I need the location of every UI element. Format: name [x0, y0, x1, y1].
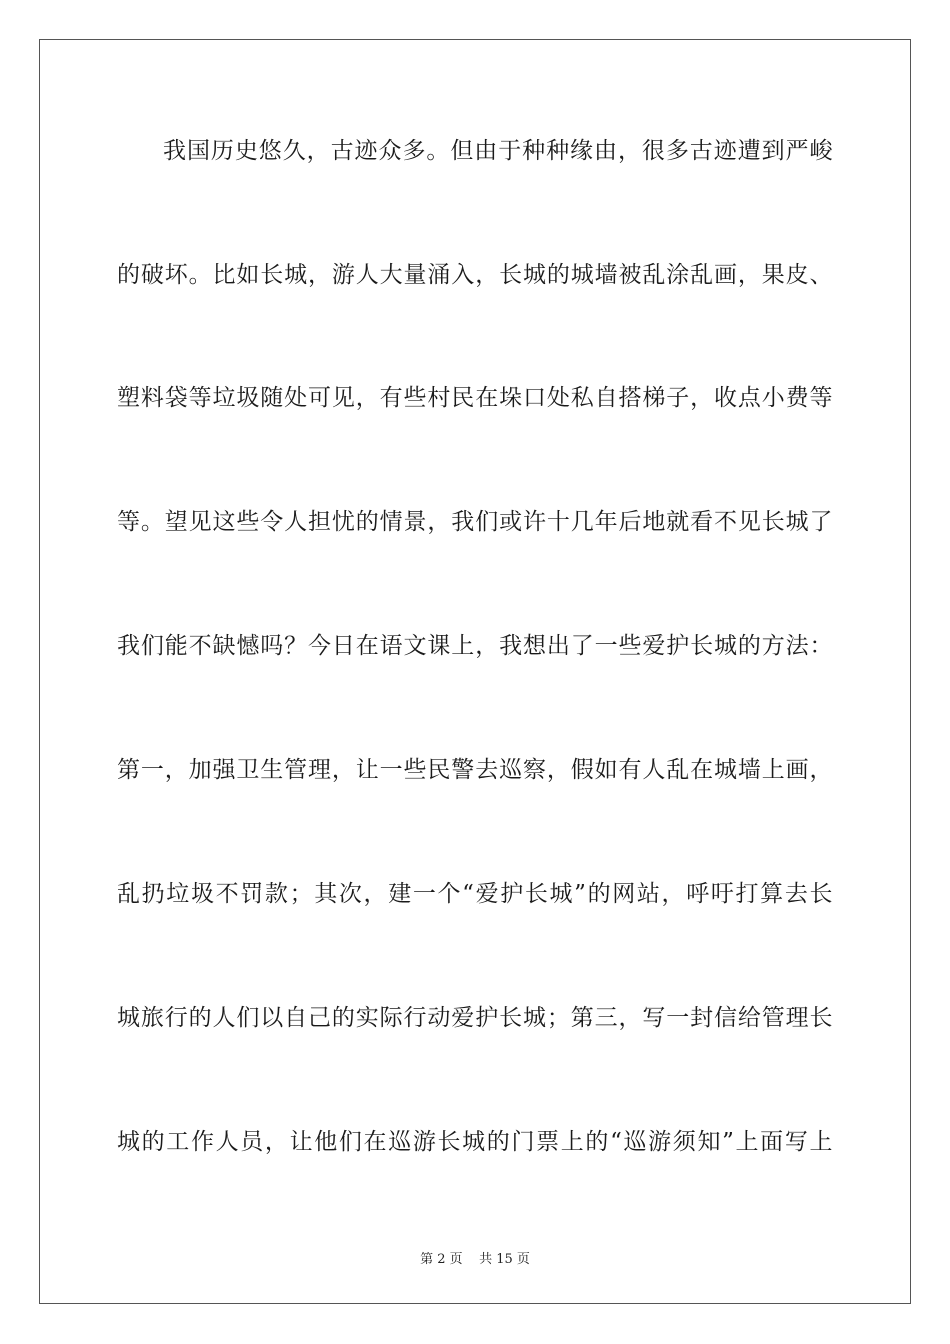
- text-line: 城旅行的人们以自己的实际行动爱护长城；第三，写一封信给管理长: [117, 1005, 833, 1031]
- text-line: 的破坏。比如长城，游人大量涌入，长城的城墙被乱涂乱画，果皮、: [117, 262, 833, 288]
- text-line: 第一，加强卫生管理，让一些民警去巡察，假如有人乱在城墙上画，: [117, 757, 833, 783]
- text-line: 我们能不缺憾吗？今日在语文课上，我想出了一些爱护长城的方法：: [117, 633, 833, 659]
- text-line: 城的工作人员，让他们在巡游长城的门票上的“巡游须知”上面写上: [117, 1129, 833, 1155]
- page-number-footer: 第 2 页 共 15 页: [420, 1252, 530, 1267]
- text-line: 等。望见这些令人担忧的情景，我们或许十几年后地就看不见长城了: [117, 509, 833, 535]
- text-line: 我国历史悠久，古迹众多。但由于种种缘由，很多古迹遭到严峻: [163, 138, 833, 164]
- text-line: 塑料袋等垃圾随处可见，有些村民在垛口处私自搭梯子，收点小费等: [117, 385, 833, 411]
- text-line: 乱扔垃圾不罚款；其次，建一个“爱护长城”的网站，呼吁打算去长: [117, 881, 833, 907]
- page-border: [39, 39, 911, 1304]
